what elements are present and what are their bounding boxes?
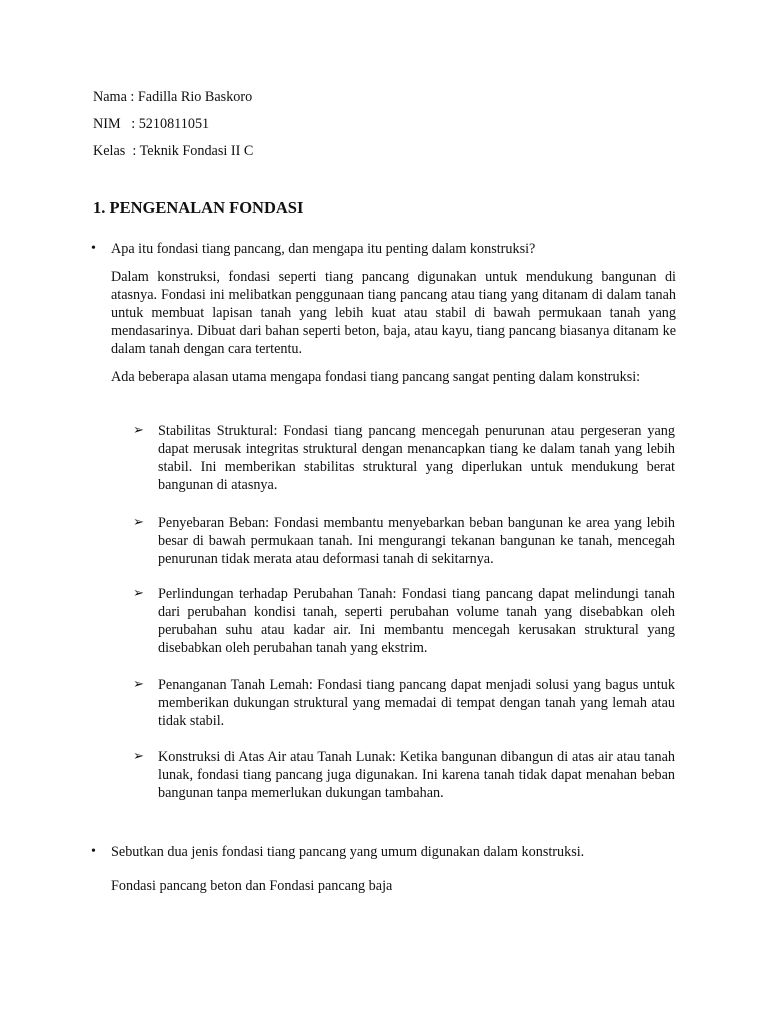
reason-item: Konstruksi di Atas Air atau Tanah Lunak: Ketika bangunan dibangun di atas air atau tanah lunak, fondasi tiang pancang juga digunakan. Ini karena tanah tidak dapat menahan beban bangunan tanpa memerlukan dukungan tambahan. <box>158 749 675 801</box>
arrow-bullet-icon: ➢ <box>133 515 144 530</box>
question-1: Apa itu fondasi tiang pancang, dan mengapa itu penting dalam konstruksi? <box>111 241 536 257</box>
reason-item: Penyebaran Beban: Fondasi membantu menyebarkan beban bangunan ke area yang lebih besar di bawah permukaan tanah. Ini mengurangi tekanan bangunan ke tanah, mencegah penurunan tidak merata atau deformasi tanah di sekitarnya. <box>158 515 675 567</box>
student-class: Kelas : Teknik Fondasi II C <box>93 143 254 159</box>
reason-item: Penanganan Tanah Lemah: Fondasi tiang pancang dapat menjadi solusi yang bagus untuk memberikan dukungan struktural yang memadai di tempat dengan tanah yang lemah atau tidak stabil. <box>158 677 675 729</box>
answer-2: Fondasi pancang beton dan Fondasi pancang baja <box>111 878 393 894</box>
bullet-icon: • <box>91 844 96 859</box>
arrow-bullet-icon: ➢ <box>133 749 144 764</box>
reason-item: Perlindungan terhadap Perubahan Tanah: Fondasi tiang pancang dapat melindungi tanah dari perubahan kondisi tanah, seperti perubahan volume tanah yang disebabkan oleh perubahan suhu atau kadar air. Ini membantu mencegah kerusakan struktural yang disebabkan oleh perubahan tanah yang ekstrim. <box>158 586 675 656</box>
section-title: 1. PENGENALAN FONDASI <box>93 198 304 217</box>
question-2: Sebutkan dua jenis fondasi tiang pancang yang umum digunakan dalam konstruksi. <box>111 844 585 860</box>
answer-1-paragraph-1: Dalam konstruksi, fondasi seperti tiang pancang digunakan untuk mendukung bangunan di atasnya. Fondasi ini melibatkan penggunaan tiang pancang atau tiang yang ditanam di dalam tanah untuk membuat lapisan tanah yang lebih kuat atau stabil di bawah permukaan tanah yang mendasarinya. Dibuat dari bahan seperti beton, baja, atau kayu, tiang pancang biasanya ditanam ke dalam tanah dengan cara tertentu. <box>111 269 676 357</box>
student-nim: NIM : 5210811051 <box>93 116 210 132</box>
reason-item: Stabilitas Struktural: Fondasi tiang pancang mencegah penurunan atau pergeseran yang dapat merusak integritas struktural dengan menancapkan tiang ke dalam tanah yang lebih stabil. Ini memberikan stabilitas struktural yang diperlukan untuk mendukung berat bangunan di atasnya. <box>158 423 675 493</box>
student-name: Nama : Fadilla Rio Baskoro <box>93 89 253 105</box>
arrow-bullet-icon: ➢ <box>133 423 144 438</box>
arrow-bullet-icon: ➢ <box>133 677 144 692</box>
answer-1-paragraph-2: Ada beberapa alasan utama mengapa fondasi tiang pancang sangat penting dalam konstruksi: <box>111 369 641 385</box>
arrow-bullet-icon: ➢ <box>133 586 144 601</box>
bullet-icon: • <box>91 241 96 256</box>
